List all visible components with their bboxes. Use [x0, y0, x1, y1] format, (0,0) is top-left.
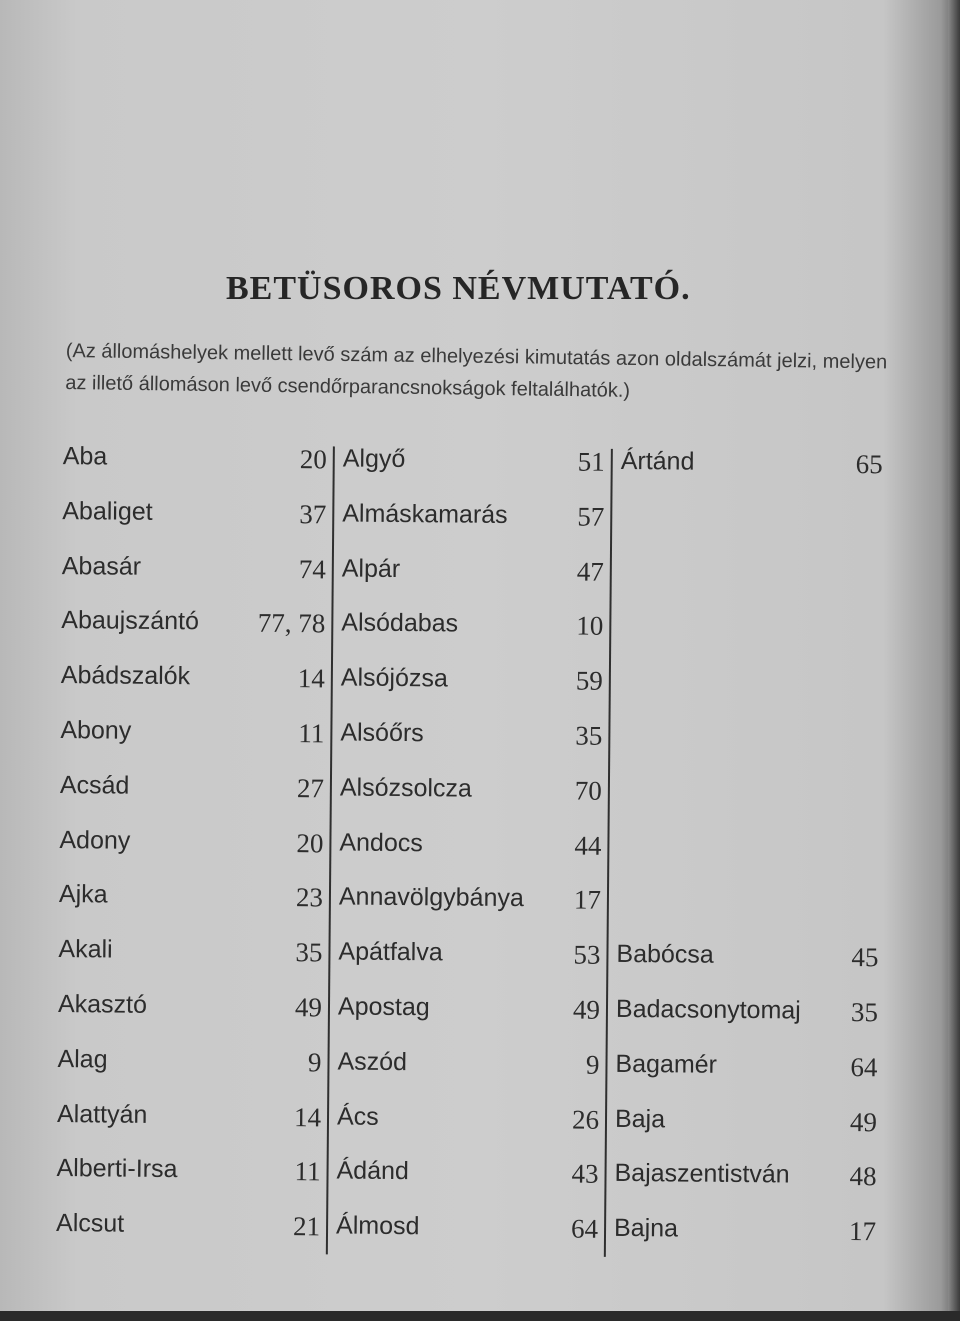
place-name: Bagamér [615, 1049, 718, 1079]
place-name: Babócsa [616, 940, 714, 969]
page-number [792, 832, 880, 833]
place-name [619, 666, 839, 668]
place-name: Ártánd [620, 446, 695, 476]
page-edge-right [948, 0, 960, 1321]
place-name: Aba [62, 442, 108, 471]
place-name: Bajaszentistván [614, 1159, 790, 1189]
place-name: Alsójózsa [340, 663, 448, 693]
index-row [52, 706, 892, 768]
index-row [55, 432, 895, 494]
place-name: Adony [59, 825, 131, 855]
page-number: 27 [296, 772, 325, 804]
index-row [49, 1090, 889, 1152]
place-name [619, 611, 839, 613]
place-name: Andocs [339, 828, 423, 857]
place-name: Badacsonytomaj [615, 994, 801, 1025]
page-number: 35 [575, 720, 603, 751]
page-number: 14 [297, 663, 325, 694]
place-name: Annavölgybánya [338, 882, 524, 913]
page-number [793, 613, 881, 614]
page-number: 17 [848, 1216, 877, 1247]
index-row [53, 596, 893, 658]
place-name: Álmosd [335, 1211, 420, 1241]
page-number: 49 [849, 1106, 878, 1137]
page-number [792, 722, 880, 723]
page-number: 45 [851, 942, 879, 973]
place-name [617, 885, 837, 887]
page-number: 11 [298, 718, 325, 749]
place-name: Acsád [59, 770, 130, 800]
page-number: 48 [849, 1161, 877, 1192]
place-name [618, 831, 838, 833]
place-name: Alag [57, 1044, 108, 1074]
place-name: Abasár [61, 551, 142, 581]
page-number [792, 777, 880, 778]
index-row [51, 870, 891, 932]
index-row [54, 487, 894, 549]
place-name: Algyő [342, 444, 406, 474]
index-row [50, 980, 890, 1042]
page-number: 70 [574, 775, 603, 806]
place-name: Akasztó [57, 990, 148, 1019]
place-name [619, 721, 839, 723]
page-number [794, 558, 882, 559]
place-name: Almáskamarás [342, 499, 508, 529]
index-row [48, 1199, 888, 1261]
page-number: 10 [576, 610, 604, 642]
place-name: Alpár [341, 554, 401, 583]
index-table [48, 432, 895, 1261]
place-name: Alsózsolcza [339, 773, 473, 803]
page-number: 14 [293, 1101, 322, 1132]
page-number [794, 503, 882, 504]
page-number: 35 [850, 996, 879, 1028]
place-name: Alberti-Irsa [56, 1154, 178, 1184]
index-note: (Az állomáshelyek mellett levő szám az elhelyezési kimutatás azon oldalszámát jelzi, melyen az illető állomáson levő csendőrparancsnokságok feltalálhatók.) [65, 339, 888, 402]
page-number: 49 [294, 992, 323, 1023]
page-number: 17 [573, 884, 602, 916]
page-number [791, 887, 879, 888]
place-name: Alsódabas [341, 608, 459, 638]
page-number: 64 [850, 1051, 878, 1082]
page-number: 59 [575, 665, 603, 696]
place-name: Aszód [337, 1047, 408, 1076]
place-name: Alattyán [56, 1099, 148, 1129]
page-edge-bottom [0, 1311, 960, 1321]
page-number: 23 [295, 882, 324, 913]
page-number: 43 [571, 1158, 599, 1190]
index-row [48, 1144, 888, 1206]
page-number: 35 [295, 937, 323, 968]
place-name: Alcsut [55, 1209, 125, 1238]
page-number [793, 668, 881, 669]
page-number: 64 [570, 1213, 599, 1244]
place-name: Baja [614, 1104, 666, 1133]
place-name: Ádánd [336, 1156, 409, 1186]
page-number: 57 [577, 501, 605, 532]
index-row [51, 816, 891, 878]
page-number: 26 [571, 1104, 600, 1135]
page-number: 9 [585, 1049, 600, 1080]
place-name: Bajna [613, 1214, 679, 1243]
place-name: Abádszalók [60, 661, 191, 691]
page-number: 21 [292, 1211, 321, 1242]
place-name: Abony [60, 716, 132, 745]
place-name: Akali [58, 935, 113, 964]
page-number: 20 [299, 444, 327, 475]
place-name: Apátfalva [338, 937, 443, 967]
place-name: Abaliget [62, 496, 153, 526]
place-name [620, 557, 840, 559]
place-name: Ajka [58, 880, 108, 909]
page-number: 49 [572, 994, 601, 1025]
page-number: 74 [298, 553, 326, 584]
place-name [620, 502, 840, 504]
index-row [49, 1035, 889, 1097]
page-number: 53 [573, 939, 601, 970]
place-name: Ács [336, 1102, 379, 1131]
place-name [618, 776, 838, 778]
page-number: 9 [307, 1046, 322, 1078]
index-row [53, 651, 893, 713]
page-title: BETÜSOROS NÉVMUTATÓ. [226, 270, 691, 307]
page-number: 65 [855, 448, 883, 480]
page-number: 51 [577, 446, 605, 477]
page-number: 77, 78 [257, 608, 326, 639]
place-name: Alsóőrs [340, 718, 424, 748]
page-number: 20 [296, 827, 324, 858]
index-row [52, 761, 892, 823]
page-number: 44 [574, 830, 602, 861]
page-number: 47 [576, 556, 604, 587]
index-row [50, 925, 890, 987]
place-name: Abaujszántó [61, 606, 200, 636]
index-row [54, 542, 894, 604]
page-number: 37 [299, 498, 327, 530]
page-number: 11 [294, 1156, 321, 1187]
place-name: Apostag [337, 992, 430, 1022]
